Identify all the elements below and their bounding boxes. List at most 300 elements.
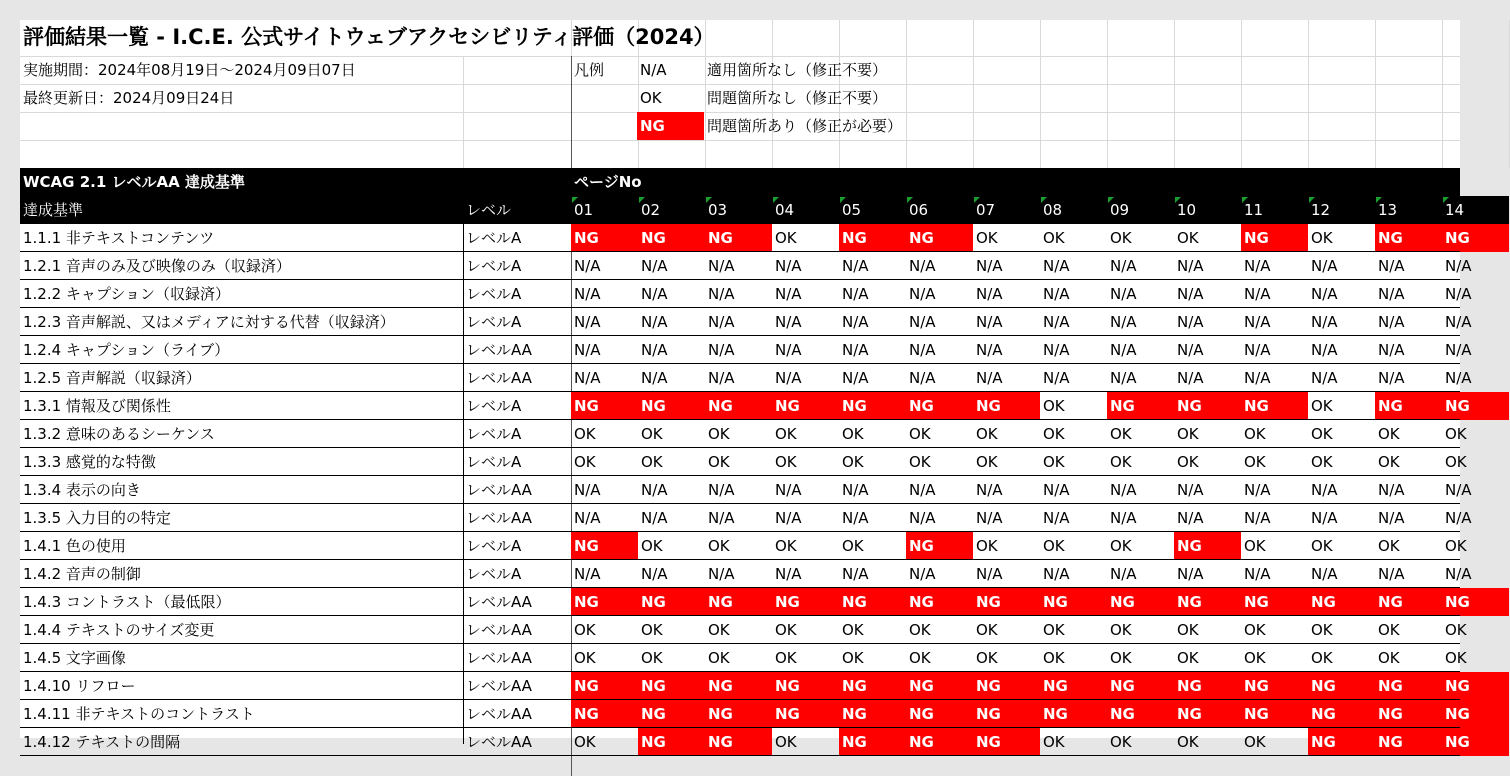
result-cell[interactable]: N/A	[708, 565, 735, 583]
result-cell[interactable]: OK	[641, 425, 663, 443]
result-cell[interactable]: NG	[1375, 728, 1442, 756]
result-cell[interactable]: OK	[1177, 649, 1199, 667]
result-cell[interactable]: N/A	[641, 257, 668, 275]
result-cell[interactable]: OK	[842, 537, 864, 555]
criterion-cell[interactable]: 1.3.2 意味のあるシーケンス	[23, 425, 215, 443]
result-cell[interactable]: OK	[1043, 733, 1065, 751]
criterion-cell[interactable]: 1.4.12 テキストの間隔	[23, 733, 181, 751]
result-cell[interactable]: N/A	[1378, 565, 1405, 583]
criterion-cell[interactable]: 1.2.1 音声のみ及び映像のみ（収録済）	[23, 257, 291, 275]
result-cell[interactable]: OK	[1378, 649, 1400, 667]
result-cell[interactable]: N/A	[708, 313, 735, 331]
level-cell[interactable]: レベルAA	[466, 481, 532, 499]
result-cell[interactable]: NG	[571, 700, 638, 728]
result-cell[interactable]: OK	[1043, 537, 1065, 555]
result-cell[interactable]: N/A	[1244, 481, 1271, 499]
result-cell[interactable]: OK	[1311, 621, 1333, 639]
result-cell[interactable]: N/A	[842, 257, 869, 275]
criterion-cell[interactable]: 1.4.11 非テキストのコントラスト	[23, 705, 255, 723]
result-cell[interactable]: OK	[1244, 649, 1266, 667]
result-cell[interactable]: NG	[1375, 224, 1442, 252]
result-cell[interactable]: OK	[641, 537, 663, 555]
result-cell[interactable]: OK	[1244, 733, 1266, 751]
result-cell[interactable]: NG	[906, 224, 973, 252]
result-cell[interactable]: NG	[906, 588, 973, 616]
criterion-cell[interactable]: 1.2.3 音声解説、又はメディアに対する代替（収録済）	[23, 313, 395, 331]
result-cell[interactable]: OK	[775, 649, 797, 667]
result-cell[interactable]: N/A	[1445, 341, 1472, 359]
result-cell[interactable]: OK	[1311, 649, 1333, 667]
result-cell[interactable]: NG	[705, 392, 772, 420]
result-cell[interactable]: OK	[1311, 453, 1333, 471]
legend-code-na[interactable]: N/A	[640, 61, 667, 79]
result-cell[interactable]: N/A	[708, 257, 735, 275]
result-cell[interactable]: N/A	[641, 481, 668, 499]
page-header-04[interactable]: 04	[772, 196, 839, 224]
result-cell[interactable]: NG	[705, 728, 772, 756]
result-cell[interactable]: NG	[1308, 588, 1375, 616]
result-cell[interactable]: NG	[1308, 700, 1375, 728]
result-cell[interactable]: NG	[571, 224, 638, 252]
result-cell[interactable]: N/A	[909, 509, 936, 527]
result-cell[interactable]: N/A	[1445, 257, 1472, 275]
page-header-06[interactable]: 06	[906, 196, 973, 224]
level-cell[interactable]: レベルA	[466, 425, 522, 443]
result-cell[interactable]: N/A	[1043, 481, 1070, 499]
result-cell[interactable]: OK	[641, 649, 663, 667]
result-cell[interactable]: NG	[1241, 700, 1308, 728]
level-cell[interactable]: レベルAA	[466, 593, 532, 611]
criteria-column-header[interactable]: 達成基準	[20, 196, 463, 224]
result-cell[interactable]: NG	[1174, 700, 1241, 728]
legend-text-na[interactable]: 適用箇所なし（修正不要）	[707, 61, 888, 79]
result-cell[interactable]: N/A	[1378, 257, 1405, 275]
result-cell[interactable]: N/A	[1177, 257, 1204, 275]
result-cell[interactable]: NG	[1442, 224, 1509, 252]
result-cell[interactable]: N/A	[1378, 369, 1405, 387]
result-cell[interactable]: OK	[842, 621, 864, 639]
result-cell[interactable]: OK	[775, 229, 797, 247]
pages-header[interactable]: ページNo	[571, 168, 1460, 196]
result-cell[interactable]: N/A	[708, 285, 735, 303]
page-header-11[interactable]: 11	[1241, 196, 1308, 224]
result-cell[interactable]: N/A	[1177, 341, 1204, 359]
criterion-cell[interactable]: 1.4.10 リフロー	[23, 677, 136, 695]
result-cell[interactable]: N/A	[775, 313, 802, 331]
result-cell[interactable]: OK	[1244, 425, 1266, 443]
result-cell[interactable]: OK	[574, 453, 596, 471]
level-cell[interactable]: レベルAA	[466, 649, 532, 667]
result-cell[interactable]: N/A	[976, 369, 1003, 387]
result-cell[interactable]: NG	[1107, 392, 1174, 420]
result-cell[interactable]: OK	[1445, 537, 1467, 555]
result-cell[interactable]: NG	[906, 392, 973, 420]
result-cell[interactable]: N/A	[1110, 313, 1137, 331]
result-cell[interactable]: N/A	[641, 509, 668, 527]
result-cell[interactable]: OK	[775, 733, 797, 751]
result-cell[interactable]: N/A	[641, 285, 668, 303]
result-cell[interactable]: N/A	[1378, 509, 1405, 527]
result-cell[interactable]: OK	[1445, 649, 1467, 667]
result-cell[interactable]: OK	[574, 733, 596, 751]
result-cell[interactable]: NG	[1375, 700, 1442, 728]
result-cell[interactable]: NG	[839, 392, 906, 420]
legend-text-ng[interactable]: 問題箇所あり（修正が必要）	[707, 117, 903, 135]
result-cell[interactable]: N/A	[842, 565, 869, 583]
criterion-cell[interactable]: 1.3.5 入力目的の特定	[23, 509, 171, 527]
result-cell[interactable]: N/A	[1043, 565, 1070, 583]
level-cell[interactable]: レベルA	[466, 565, 522, 583]
result-cell[interactable]: NG	[1174, 588, 1241, 616]
result-cell[interactable]: N/A	[574, 509, 601, 527]
result-cell[interactable]: NG	[1174, 392, 1241, 420]
legend-code-ng[interactable]: NG	[637, 112, 704, 140]
level-cell[interactable]: レベルAA	[466, 341, 532, 359]
level-cell[interactable]: レベルA	[466, 229, 522, 247]
result-cell[interactable]: N/A	[976, 257, 1003, 275]
level-cell[interactable]: レベルAA	[466, 621, 532, 639]
page-header-03[interactable]: 03	[705, 196, 772, 224]
result-cell[interactable]: N/A	[1177, 565, 1204, 583]
result-cell[interactable]: NG	[638, 700, 705, 728]
result-cell[interactable]: N/A	[909, 257, 936, 275]
result-cell[interactable]: N/A	[909, 481, 936, 499]
criterion-cell[interactable]: 1.2.4 キャプション（ライブ）	[23, 341, 230, 359]
level-cell[interactable]: レベルAA	[466, 705, 532, 723]
page-header-05[interactable]: 05	[839, 196, 906, 224]
result-cell[interactable]: OK	[1110, 537, 1132, 555]
result-cell[interactable]: OK	[1177, 425, 1199, 443]
result-cell[interactable]: OK	[976, 649, 998, 667]
result-cell[interactable]: OK	[641, 453, 663, 471]
result-cell[interactable]: N/A	[1110, 509, 1137, 527]
result-cell[interactable]: OK	[1110, 229, 1132, 247]
level-cell[interactable]: レベルA	[466, 453, 522, 471]
result-cell[interactable]: N/A	[708, 509, 735, 527]
result-cell[interactable]: N/A	[1110, 285, 1137, 303]
result-cell[interactable]: N/A	[1177, 285, 1204, 303]
result-cell[interactable]: N/A	[976, 481, 1003, 499]
result-cell[interactable]: NG	[638, 392, 705, 420]
level-cell[interactable]: レベルA	[466, 285, 522, 303]
period-text[interactable]: 実施期間：2024年08月19日〜2024月09日07日	[23, 61, 356, 79]
result-cell[interactable]: N/A	[1244, 509, 1271, 527]
legend-code-ok[interactable]: OK	[640, 89, 662, 107]
page-header-10[interactable]: 10	[1174, 196, 1241, 224]
result-cell[interactable]: NG	[705, 224, 772, 252]
result-cell[interactable]: NG	[638, 672, 705, 700]
criterion-cell[interactable]: 1.4.3 コントラスト（最低限）	[23, 593, 231, 611]
result-cell[interactable]: OK	[909, 425, 931, 443]
result-cell[interactable]: NG	[1040, 588, 1107, 616]
level-cell[interactable]: レベルA	[466, 537, 522, 555]
result-cell[interactable]: NG	[1442, 728, 1509, 756]
result-cell[interactable]: NG	[839, 224, 906, 252]
result-cell[interactable]: NG	[973, 672, 1040, 700]
result-cell[interactable]: OK	[708, 649, 730, 667]
result-cell[interactable]: NG	[1040, 700, 1107, 728]
result-cell[interactable]: N/A	[708, 341, 735, 359]
result-cell[interactable]: N/A	[909, 565, 936, 583]
result-cell[interactable]: N/A	[1378, 313, 1405, 331]
result-cell[interactable]: N/A	[1244, 285, 1271, 303]
legend-text-ok[interactable]: 問題箇所なし（修正不要）	[707, 89, 888, 107]
result-cell[interactable]: OK	[1445, 621, 1467, 639]
result-cell[interactable]: OK	[976, 425, 998, 443]
legend-label[interactable]: 凡例	[574, 61, 605, 79]
result-cell[interactable]: NG	[571, 392, 638, 420]
result-cell[interactable]: N/A	[574, 285, 601, 303]
result-cell[interactable]: N/A	[1311, 285, 1338, 303]
result-cell[interactable]: N/A	[574, 257, 601, 275]
result-cell[interactable]: N/A	[1043, 313, 1070, 331]
page-header-08[interactable]: 08	[1040, 196, 1107, 224]
result-cell[interactable]: NG	[1442, 588, 1509, 616]
result-cell[interactable]: N/A	[641, 341, 668, 359]
result-cell[interactable]: OK	[1110, 733, 1132, 751]
result-cell[interactable]: N/A	[1445, 481, 1472, 499]
result-cell[interactable]: N/A	[1244, 369, 1271, 387]
result-cell[interactable]: NG	[973, 728, 1040, 756]
page-header-02[interactable]: 02	[638, 196, 705, 224]
result-cell[interactable]: N/A	[1110, 369, 1137, 387]
result-cell[interactable]: N/A	[1445, 565, 1472, 583]
result-cell[interactable]: OK	[1177, 229, 1199, 247]
result-cell[interactable]: NG	[638, 728, 705, 756]
level-cell[interactable]: レベルA	[466, 397, 522, 415]
result-cell[interactable]: N/A	[1311, 481, 1338, 499]
page-header-09[interactable]: 09	[1107, 196, 1174, 224]
result-cell[interactable]: OK	[842, 425, 864, 443]
result-cell[interactable]: NG	[1174, 672, 1241, 700]
result-cell[interactable]: OK	[574, 649, 596, 667]
result-cell[interactable]: OK	[1311, 537, 1333, 555]
page-header-07[interactable]: 07	[973, 196, 1040, 224]
result-cell[interactable]: N/A	[1244, 565, 1271, 583]
result-cell[interactable]: N/A	[574, 369, 601, 387]
result-cell[interactable]: NG	[906, 532, 973, 560]
result-cell[interactable]: OK	[1177, 733, 1199, 751]
result-cell[interactable]: N/A	[1244, 313, 1271, 331]
result-cell[interactable]: OK	[1043, 425, 1065, 443]
result-cell[interactable]: NG	[1375, 588, 1442, 616]
result-cell[interactable]: OK	[1311, 397, 1333, 415]
criterion-cell[interactable]: 1.1.1 非テキストコンテンツ	[23, 229, 215, 247]
level-cell[interactable]: レベルA	[466, 313, 522, 331]
result-cell[interactable]: NG	[1442, 700, 1509, 728]
result-cell[interactable]: OK	[909, 453, 931, 471]
result-cell[interactable]: NG	[1375, 672, 1442, 700]
result-cell[interactable]: N/A	[842, 341, 869, 359]
result-cell[interactable]: N/A	[1311, 509, 1338, 527]
result-cell[interactable]: NG	[1241, 588, 1308, 616]
criterion-cell[interactable]: 1.4.5 文字画像	[23, 649, 126, 667]
result-cell[interactable]: OK	[775, 537, 797, 555]
result-cell[interactable]: OK	[1378, 621, 1400, 639]
result-cell[interactable]: N/A	[641, 313, 668, 331]
result-cell[interactable]: NG	[638, 224, 705, 252]
result-cell[interactable]: NG	[705, 588, 772, 616]
result-cell[interactable]: NG	[1442, 672, 1509, 700]
result-cell[interactable]: NG	[839, 672, 906, 700]
result-cell[interactable]: N/A	[976, 285, 1003, 303]
result-cell[interactable]: NG	[906, 672, 973, 700]
level-cell[interactable]: レベルAA	[466, 369, 532, 387]
level-cell[interactable]: レベルAA	[466, 677, 532, 695]
result-cell[interactable]: NG	[772, 700, 839, 728]
result-cell[interactable]: NG	[772, 672, 839, 700]
result-cell[interactable]: N/A	[1043, 341, 1070, 359]
result-cell[interactable]: OK	[708, 425, 730, 443]
result-cell[interactable]: OK	[1110, 425, 1132, 443]
result-cell[interactable]: N/A	[1043, 509, 1070, 527]
result-cell[interactable]: N/A	[775, 565, 802, 583]
result-cell[interactable]: NG	[1241, 392, 1308, 420]
result-cell[interactable]: N/A	[976, 341, 1003, 359]
criterion-cell[interactable]: 1.3.3 感覚的な特徴	[23, 453, 156, 471]
result-cell[interactable]: OK	[1244, 621, 1266, 639]
result-cell[interactable]: OK	[1378, 453, 1400, 471]
result-cell[interactable]: N/A	[1043, 257, 1070, 275]
result-cell[interactable]: N/A	[976, 313, 1003, 331]
result-cell[interactable]: NG	[1174, 532, 1241, 560]
result-cell[interactable]: NG	[1040, 672, 1107, 700]
result-cell[interactable]: OK	[1043, 649, 1065, 667]
result-cell[interactable]: OK	[1311, 229, 1333, 247]
result-cell[interactable]: N/A	[842, 481, 869, 499]
result-cell[interactable]: OK	[1043, 621, 1065, 639]
result-cell[interactable]: NG	[1442, 392, 1509, 420]
result-cell[interactable]: NG	[839, 588, 906, 616]
result-cell[interactable]: OK	[1043, 453, 1065, 471]
result-cell[interactable]: N/A	[775, 369, 802, 387]
result-cell[interactable]: NG	[1107, 700, 1174, 728]
result-cell[interactable]: OK	[909, 621, 931, 639]
level-cell[interactable]: レベルAA	[466, 733, 532, 751]
result-cell[interactable]: N/A	[1445, 285, 1472, 303]
result-cell[interactable]: OK	[976, 229, 998, 247]
result-cell[interactable]: N/A	[842, 313, 869, 331]
result-cell[interactable]: NG	[973, 700, 1040, 728]
criterion-cell[interactable]: 1.4.4 テキストのサイズ変更	[23, 621, 215, 639]
result-cell[interactable]: OK	[708, 453, 730, 471]
result-cell[interactable]: N/A	[1378, 285, 1405, 303]
result-cell[interactable]: N/A	[574, 565, 601, 583]
result-cell[interactable]: NG	[1241, 224, 1308, 252]
result-cell[interactable]: NG	[1308, 672, 1375, 700]
result-cell[interactable]: N/A	[574, 341, 601, 359]
criterion-cell[interactable]: 1.3.4 表示の向き	[23, 481, 141, 499]
result-cell[interactable]: N/A	[909, 369, 936, 387]
result-cell[interactable]: NG	[705, 700, 772, 728]
result-cell[interactable]: OK	[1110, 621, 1132, 639]
result-cell[interactable]: NG	[705, 672, 772, 700]
page-header-14[interactable]: 14	[1442, 196, 1509, 224]
result-cell[interactable]: NG	[839, 728, 906, 756]
result-cell[interactable]: N/A	[1244, 257, 1271, 275]
updated-text[interactable]: 最終更新日：2024月09日24日	[23, 89, 235, 107]
result-cell[interactable]: OK	[641, 621, 663, 639]
table-header-title[interactable]: WCAG 2.1 レベルAA 達成基準	[20, 168, 571, 196]
result-cell[interactable]: N/A	[708, 369, 735, 387]
page-header-12[interactable]: 12	[1308, 196, 1375, 224]
result-cell[interactable]: N/A	[1110, 257, 1137, 275]
result-cell[interactable]: OK	[1378, 537, 1400, 555]
result-cell[interactable]: N/A	[775, 285, 802, 303]
result-cell[interactable]: OK	[976, 621, 998, 639]
result-cell[interactable]: N/A	[1177, 313, 1204, 331]
result-cell[interactable]: OK	[708, 537, 730, 555]
result-cell[interactable]: NG	[1375, 392, 1442, 420]
result-cell[interactable]: OK	[1177, 453, 1199, 471]
result-cell[interactable]: NG	[973, 588, 1040, 616]
level-cell[interactable]: レベルAA	[466, 509, 532, 527]
result-cell[interactable]: NG	[1107, 672, 1174, 700]
result-cell[interactable]: OK	[1177, 621, 1199, 639]
criterion-cell[interactable]: 1.2.5 音声解説（収録済）	[23, 369, 201, 387]
result-cell[interactable]: OK	[842, 649, 864, 667]
result-cell[interactable]: OK	[708, 621, 730, 639]
result-cell[interactable]: OK	[775, 621, 797, 639]
level-cell[interactable]: レベルA	[466, 257, 522, 275]
result-cell[interactable]: NG	[772, 392, 839, 420]
result-cell[interactable]: OK	[574, 621, 596, 639]
criterion-cell[interactable]: 1.4.1 色の使用	[23, 537, 126, 555]
result-cell[interactable]: N/A	[842, 369, 869, 387]
result-cell[interactable]: N/A	[842, 285, 869, 303]
result-cell[interactable]: N/A	[1445, 313, 1472, 331]
result-cell[interactable]: OK	[1311, 425, 1333, 443]
result-cell[interactable]: OK	[1110, 649, 1132, 667]
result-cell[interactable]: N/A	[1445, 369, 1472, 387]
level-column-header[interactable]: レベル	[463, 196, 571, 224]
result-cell[interactable]: N/A	[1110, 341, 1137, 359]
result-cell[interactable]: N/A	[976, 565, 1003, 583]
result-cell[interactable]: OK	[842, 453, 864, 471]
result-cell[interactable]: N/A	[775, 257, 802, 275]
criterion-cell[interactable]: 1.2.2 キャプション（収録済）	[23, 285, 231, 303]
result-cell[interactable]: N/A	[976, 509, 1003, 527]
result-cell[interactable]: NG	[571, 588, 638, 616]
sheet-title[interactable]: 評価結果一覧 - I.C.E. 公式サイトウェブアクセシビリティ評価（2024）	[23, 25, 715, 49]
result-cell[interactable]: N/A	[1378, 481, 1405, 499]
result-cell[interactable]: N/A	[775, 481, 802, 499]
result-cell[interactable]: N/A	[1311, 313, 1338, 331]
result-cell[interactable]: NG	[571, 532, 638, 560]
result-cell[interactable]: OK	[775, 453, 797, 471]
result-cell[interactable]: OK	[976, 453, 998, 471]
result-cell[interactable]: NG	[906, 728, 973, 756]
result-cell[interactable]: OK	[1445, 453, 1467, 471]
criterion-cell[interactable]: 1.3.1 情報及び関係性	[23, 397, 171, 415]
result-cell[interactable]: NG	[1308, 728, 1375, 756]
result-cell[interactable]: OK	[1244, 453, 1266, 471]
result-cell[interactable]: N/A	[909, 341, 936, 359]
result-cell[interactable]: N/A	[708, 481, 735, 499]
result-cell[interactable]: N/A	[1043, 285, 1070, 303]
page-header-01[interactable]: 01	[571, 196, 638, 224]
result-cell[interactable]: N/A	[1110, 565, 1137, 583]
result-cell[interactable]: N/A	[1043, 369, 1070, 387]
result-cell[interactable]: N/A	[1311, 257, 1338, 275]
result-cell[interactable]: OK	[1043, 397, 1065, 415]
result-cell[interactable]: OK	[1244, 537, 1266, 555]
result-cell[interactable]: OK	[909, 649, 931, 667]
result-cell[interactable]: N/A	[1311, 341, 1338, 359]
page-header-13[interactable]: 13	[1375, 196, 1442, 224]
result-cell[interactable]: NG	[571, 672, 638, 700]
result-cell[interactable]: N/A	[1177, 369, 1204, 387]
